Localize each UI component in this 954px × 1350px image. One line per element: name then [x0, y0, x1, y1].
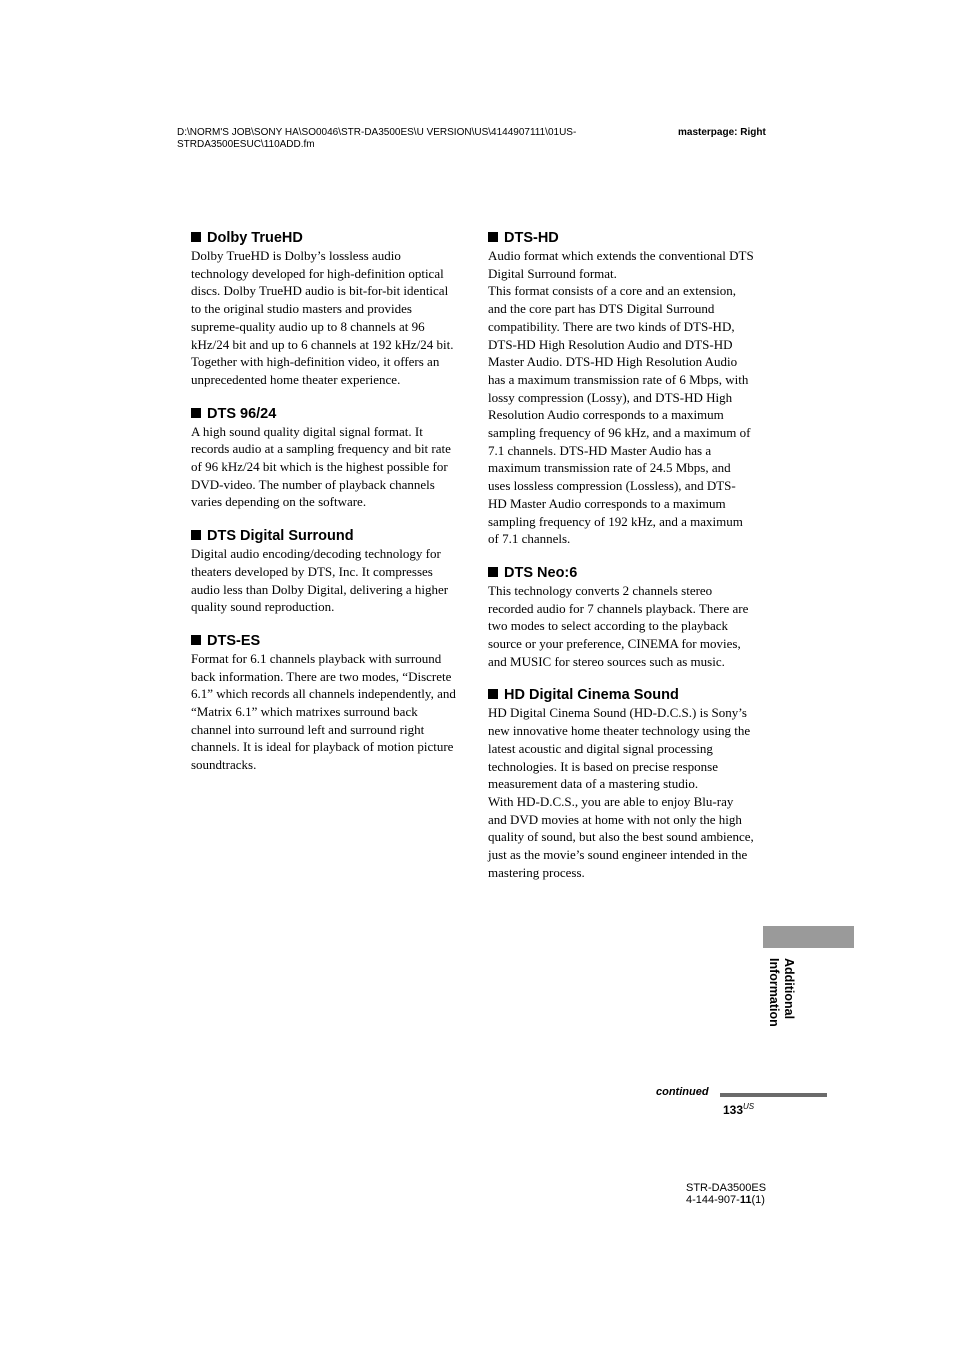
continued-rule	[720, 1093, 827, 1097]
square-bullet-icon	[488, 232, 498, 242]
section-paragraph: This technology converts 2 channels stereo recorded audio for 7 channels playback. There are two modes to select according to the playback source or your preference, CINEMA for movies, and MUSIC for stereo sources such as music.	[488, 582, 749, 669]
heading-text: DTS Neo:6	[504, 564, 578, 581]
section-heading	[191, 632, 457, 650]
section-dts-hd	[488, 229, 754, 548]
page-number-value: 133	[723, 1103, 744, 1117]
section-paragraph: Dolby TrueHD is Dolby’s lossless audio technology developed for high-definition optical discs. Dolby TrueHD audio is bit-for-bit identical to the original studio masters and provides supreme-quality audio up to 8 channels at 96 kHz/24 bit and up to 6 channels at 192 kHz/24 bit. Together with high-definition video, it offers an unprecedented home theater experience.	[191, 248, 454, 387]
section-tab-marker	[763, 926, 854, 948]
heading-text: DTS-HD	[504, 230, 559, 246]
section-dolby-truehd	[191, 229, 457, 389]
square-bullet-icon	[191, 530, 201, 540]
square-bullet-icon	[191, 408, 201, 418]
side-tab-line-2: Information	[767, 958, 781, 1027]
heading-text: DTS 96/24	[207, 405, 277, 422]
section-paragraph: HD Digital Cinema Sound (HD-D.C.S.) is Sony’s new innovative home theater technology using the latest acoustic and digital signal processing technologies. It is based on precise response measurement data of a mastering studio.	[488, 705, 751, 792]
code-bold: 11	[739, 1194, 752, 1206]
continued-label: continued	[656, 1086, 709, 1098]
side-tab-line-1: Additional	[782, 958, 796, 1020]
section-dts-neo6	[488, 564, 754, 671]
left-column	[191, 229, 457, 790]
code-prefix: 4-144-907-	[686, 1194, 740, 1206]
section-paragraph: Digital audio encoding/decoding technology for theaters developed by DTS, Inc. It compresses audio less than Dolby Digital, delivering a higher quality sound reproduction.	[191, 546, 449, 615]
section-heading	[191, 405, 457, 423]
section-paragraph: This format consists of a core and an extension, and the core part has DTS Digital Surround compatibility. There are two kinds of DTS-HD, DTS-HD High Resolution Audio and DTS-HD Master Audio. DTS-HD High Resolution Audio has a maximum transmission rate of 6 Mbps, with lossy compression (Lossy), and DTS-HD High Resolution Audio corresponds to a maximum sampling frequency of 96 kHz, and a maximum of 7.1 channels. DTS-HD Master Audio has a maximum transmission rate of 24.5 Mbps, and uses lossless compression (Lossless), and DTS-HD Master Audio corresponds to a maximum sampling frequency of 192 kHz, and a maximum of 7.1 channels.	[488, 283, 751, 547]
heading-text: HD Digital Cinema Sound	[504, 687, 679, 704]
section-heading	[488, 564, 754, 582]
page-number	[723, 1102, 754, 1117]
section-dts-digital-surround	[191, 527, 457, 616]
model-number: STR-DA3500ES	[686, 1182, 767, 1194]
square-bullet-icon	[488, 567, 498, 577]
section-heading	[488, 229, 754, 247]
heading-text: Dolby TrueHD	[207, 230, 303, 246]
code-suffix: (1)	[751, 1194, 765, 1206]
section-paragraph: A high sound quality digital signal format. It records audio at a sampling frequency and bit rate of 96 kHz/24 bit which is the highest possible for DVD-video. The number of playback channels varies depending on the software.	[191, 423, 451, 510]
section-heading	[488, 686, 754, 704]
section-heading	[191, 527, 457, 545]
section-heading	[191, 229, 457, 247]
section-paragraph: Audio format which extends the conventional DTS Digital Surround format.	[488, 248, 754, 281]
section-hd-digital-cinema-sound	[488, 686, 754, 881]
heading-text: DTS-ES	[207, 632, 261, 649]
section-dts-es	[191, 632, 457, 774]
section-paragraph: With HD-D.C.S., you are able to enjoy Blu-ray and DVD movies at home with not only the high quality of sound, but also the best sound ambience, just as the movie’s sound engineer intended in the mastering process.	[488, 793, 754, 880]
masterpage-label: masterpage: Right	[678, 127, 766, 138]
square-bullet-icon	[488, 689, 498, 699]
file-path-header: D:\NORM'S JOB\SONY HA\SO0046\STR-DA3500ES\U VERSION\US\4144907111\01US-STRDA3500ESUC\110ADD.fm	[177, 127, 577, 150]
page-number-suffix: US	[743, 1102, 755, 1111]
square-bullet-icon	[191, 232, 201, 242]
section-paragraph: Format for 6.1 channels playback with surround back information. There are two modes, “Discrete 6.1” which records all channels independently, and “Matrix 6.1” which matrixes surround back channel into surround left and surround right channels. It is ideal for playback of motion picture soundtracks.	[191, 650, 456, 773]
side-tab-label	[766, 958, 796, 1027]
right-column	[488, 229, 754, 898]
document-code	[686, 1194, 766, 1206]
heading-text: DTS Digital Surround	[207, 528, 354, 545]
square-bullet-icon	[191, 635, 201, 645]
section-dts-96-24	[191, 405, 457, 512]
footer-model-info	[686, 1182, 766, 1206]
